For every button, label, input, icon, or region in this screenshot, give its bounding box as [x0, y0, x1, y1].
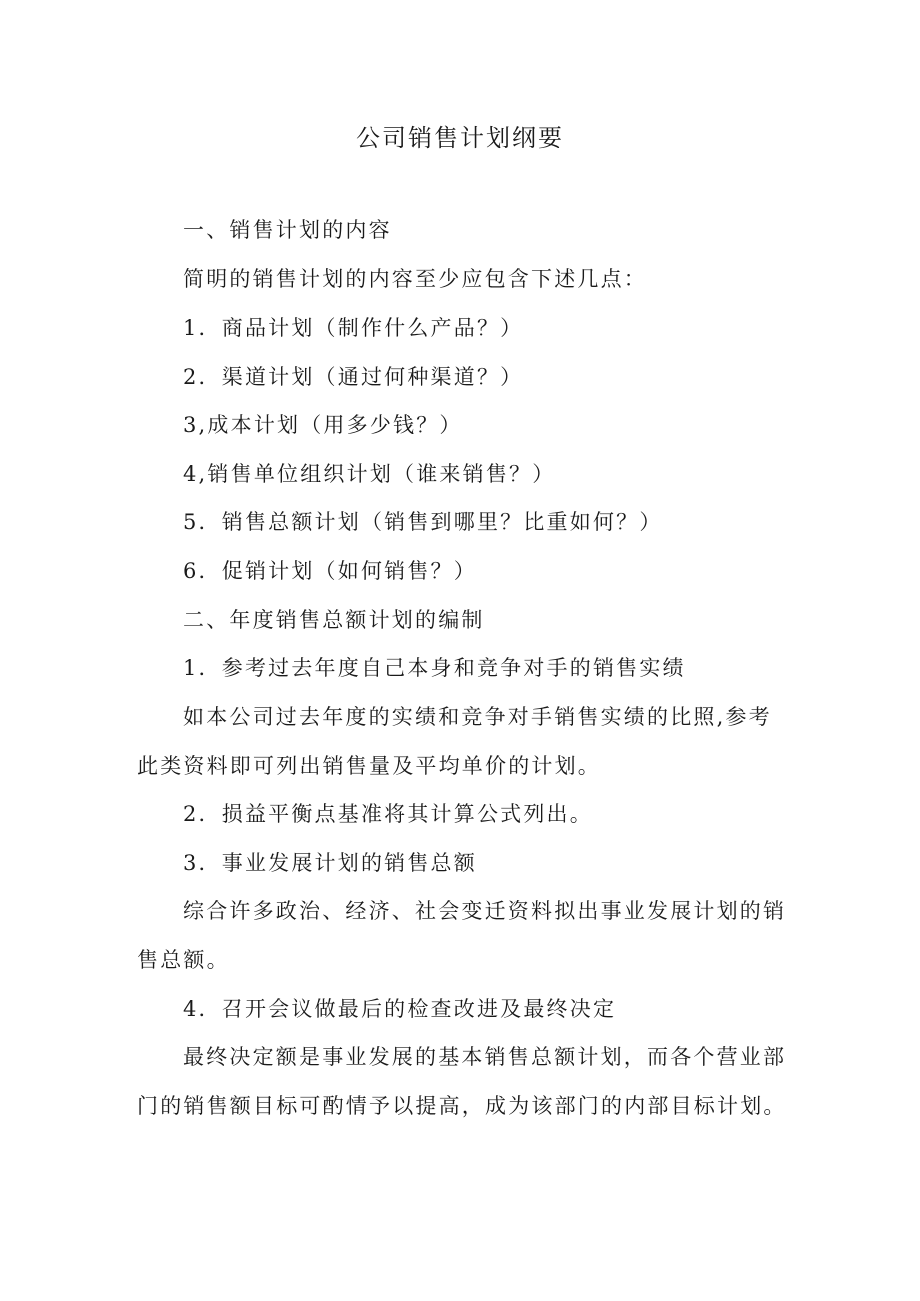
list-item-cost-plan: 3,成本计划（用多少钱？）	[183, 413, 463, 437]
section-heading-1: 一、销售计划的内容	[183, 218, 392, 242]
list-item-promotion-plan: 6．促销计划（如何销售？）	[183, 559, 477, 583]
subsection-heading-1: 1．参考过去年度自己本身和竞争对手的销售实绩	[183, 656, 686, 680]
paragraph-line: 最终决定额是事业发展的基本销售总额计划，而各个营业部	[183, 1045, 787, 1069]
paragraph-line: 如本公司过去年度的实绩和竞争对手销售实绩的比照,参考	[183, 705, 772, 729]
list-item-sales-total-plan: 5．销售总额计划（销售到哪里？比重如何？）	[183, 510, 663, 534]
subsection-heading-4: 4．召开会议做最后的检查改进及最终决定	[183, 997, 617, 1021]
subsection-heading-3: 3．事业发展计划的销售总额	[183, 851, 477, 875]
list-item-channel-plan: 2．渠道计划（通过何种渠道？）	[183, 365, 524, 389]
paragraph-line: 综合许多政治、经济、社会变迁资料拟出事业发展计划的销	[183, 899, 787, 923]
document-title: 公司销售计划纲要	[356, 124, 564, 152]
list-item-product-plan: 1．商品计划（制作什么产品？）	[183, 316, 524, 340]
paragraph-intro: 简明的销售计划的内容至少应包含下述几点：	[183, 267, 647, 291]
paragraph-line: 门的销售额目标可酌情予以提高，成为该部门的内部目标计划。	[137, 1094, 787, 1118]
section-heading-2: 二、年度销售总额计划的编制	[183, 608, 485, 632]
paragraph-line: 售总额。	[137, 948, 230, 972]
subsection-heading-2: 2．损益平衡点基准将其计算公式列出。	[183, 802, 593, 826]
list-item-organization-plan: 4,销售单位组织计划（谁来销售？）	[183, 462, 556, 486]
paragraph-line: 此类资料即可列出销售量及平均单价的计划。	[137, 754, 601, 778]
